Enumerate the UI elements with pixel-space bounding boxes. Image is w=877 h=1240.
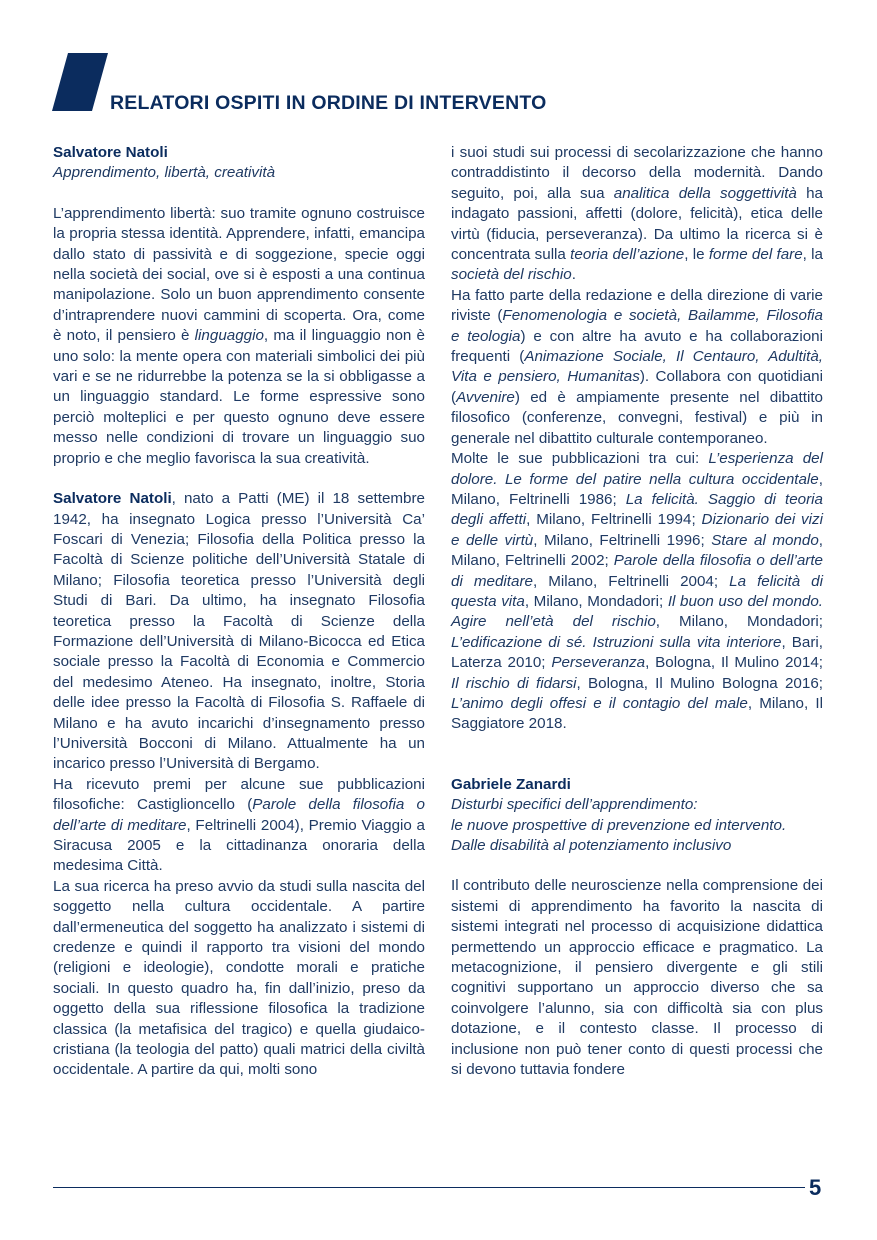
speaker1-bio-paragraph-3: La sua ricerca ha preso avvio da studi sulla nascita del soggetto nella cultura occidentale. A partire dall’ermeneutica del soggetto ha analizzato i sistemi di credenze e quindi il rapporto tra visioni del mondo (religioni e ideologie), condotte morali e pratiche sociali. In questo quadro ha, fin dall’inizio, preso da oggetto della sua riflessione filosofica la tradizione classica (la metafisica del tragico) e quella giudaico-cristiana (la teologia del patto) quali matrici della civiltà occidentale. A partire da qui, molti sono (53, 877, 425, 1079)
speaker1-bio-paragraph-2: Ha ricevuto premi per alcune sue pubblicazioni filosofiche: Castiglioncello (Parole della filosofia o dell’arte di meditare, Feltrinelli 2004), Premio Viaggio a Siracusa 2005 e la cittadinanza onoraria della medesima Città. (53, 775, 425, 875)
speaker1-publications: Molte le sue pubblicazioni tra cui: L’esperienza del dolore. Le forme del patire nella cultura occidentale, Milano, Feltrinelli 1986; La felicità. Saggio di teoria degli affetti, Milano, Feltrinelli 1994; Dizionario dei vizi e delle virtù, Milano, Feltrinelli 1996; Stare al mondo, Milano, Feltrinelli 2002; Parole della filosofia o dell’arte di meditare, Milano, Feltrinelli 2004; La felicità di questa vita, Milano, Mondadori; Il buon uso del mondo. Agire nell’età del rischio, Milano, Mondadori; L’edificazione di sé. Istruzioni sulla vita interiore, Bari, Laterza 2010; Perseveranza, Bologna, Il Mulino 2014; Il rischio di fidarsi, Bologna, Il Mulino Bologna 2016; L’animo degli offesi e il contagio del male, Milano, Il Saggiatore 2018. (451, 450, 824, 733)
speaker2-abstract: Il contributo delle neuroscienze nella comprensione dei sistemi di apprendimento ha favorito la nascita di sistemi integrati nel processo di acquisizione didattica permettendo un approccio efficace e pragmatico. La metacognizione, il pensiero divergente e gli stili cognitivi supportano un approccio diverso che sa coinvolgere l’alunno, sia con difficoltà sia con plus dotazione, e il contesto classe. Il processo di inclusione non può tener conto di questi processi che si devono tuttavia fondere (451, 877, 823, 1079)
page-heading: RELATORI OSPITI IN ORDINE DI INTERVENTO (110, 92, 547, 114)
speaker1-abstract: L’apprendimento libertà: suo tramite ognuno costruisce la propria stessa identità. Apprendere, infatti, emancipa dallo stato di passività e di soggezione, specie oggi nella società dei social, ove si è esposti a una continua manipolazione. Solo un buon apprendimento consente d’intraprendere nuovi cammini di scoperta. Ora, come è noto, il pensiero è linguaggio, ma il linguaggio non è uno solo: la mente opera con materiali simbolici dei più vari e se ne ridurrebbe la potenza se la si obbligasse a un linguaggio standard. Le forme espressive sono perciò molteplici e per questo ognuno deve essere messo nelle condizioni di trovare un linguaggio suo proprio e che meglio favorisca la sua creatività. (53, 204, 426, 467)
heading-accent-parallelogram (52, 53, 108, 111)
speaker1-name: Salvatore Natoli (53, 144, 168, 161)
footer-rule (53, 1187, 805, 1188)
speaker1-talk-title: Apprendimento, libertà, creatività (53, 164, 276, 182)
right-column (451, 143, 823, 1080)
left-column (53, 143, 425, 1081)
page-number: 5 (809, 1175, 822, 1200)
speaker1-bio-paragraph-5: Ha fatto parte della redazione e della direzione di varie riviste (Fenomenologia e società, Bailamme, Filosofia e teologia) e con altre ha avuto e ha collaborazioni frequenti (Animazione Sociale, Il Centauro, Adultità, Vita e pensiero, Humanitas). Collabora con quotidiani (Avvenire) ed è ampiamente presente nel dibattito filosofico (conferenze, convegni, festival) e più in generale nel dibattito culturale contemporaneo. (451, 286, 824, 447)
speaker2-name: Gabriele Zanardi (451, 775, 571, 793)
speaker1-bio-paragraph-4: i suoi studi sui processi di secolarizzazione che hanno contraddistinto il decorso della modernità. Dando seguito, poi, alla sua analitica della soggettività ha indagato passioni, affetti (dolore, felicità), etica delle virtù (fiducia, perseveranza). Da ultimo la ricerca si è concentrata sulla teoria dell’azione, le forme del fare, la società del rischio. (451, 144, 823, 284)
speaker2-talk-title: Disturbi specifici dell’apprendimento: le nuove prospettive di prevenzione ed intervento. Dalle disabilità al potenziamento inclusivo (451, 796, 787, 854)
speaker1-bio-paragraph-1: Salvatore Natoli, nato a Patti (ME) il 18 settembre 1942, ha insegnato Logica presso l’Università Ca’ Foscari di Venezia; Filosofia della Politica presso la Facoltà di Scienze politiche dell’Università Statale di Milano; Filosofia teoretica presso l’Università degli Studi di Bari. Da ultimo, ha insegnato Filosofia teoretica presso la Facoltà di Scienze della Formazione dell’Università di Milano-Bicocca ed Etica sociale presso la Facoltà di Economia e Commercio del medesimo Ateneo. Ha insegnato, inoltre, Storia delle idee presso la Facoltà di Filosofia S. Raffaele di Milano e ha avuto incarichi d’insegnamento presso l’Università Bocconi di Milano. Attualmente ha un incarico presso l’Università di Bergamo. (53, 490, 426, 773)
